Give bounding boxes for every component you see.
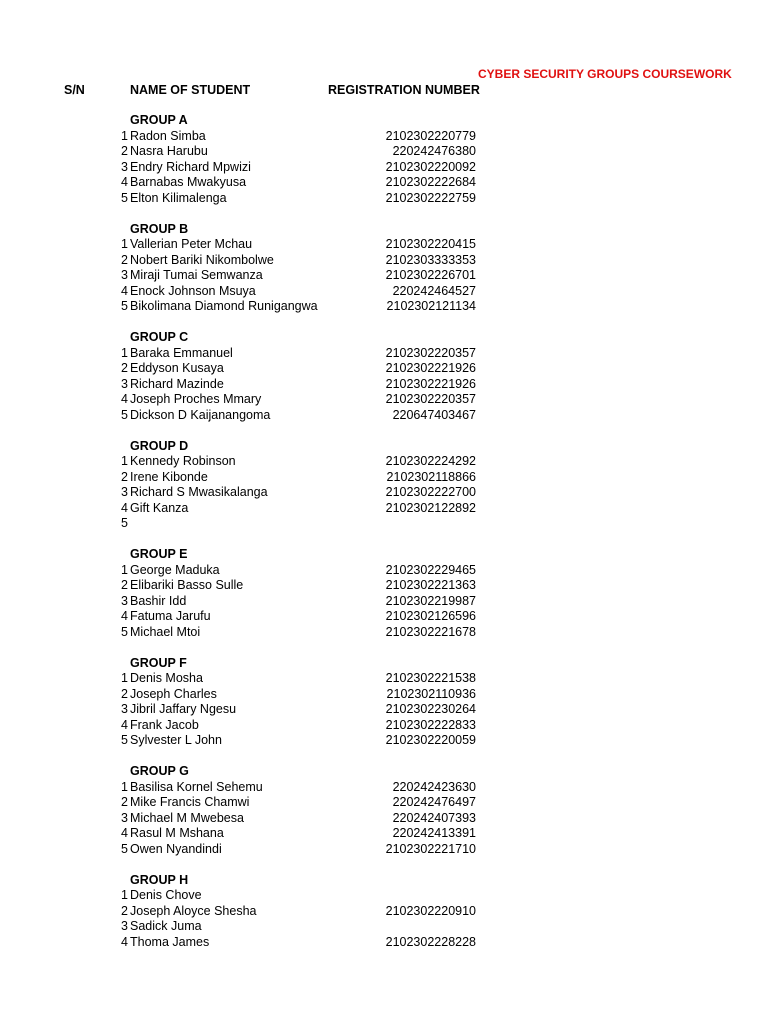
student-name: Thoma James [130, 934, 210, 949]
registration-number: 2102302230264 [385, 702, 476, 716]
student-name: Richard Mazinde [130, 376, 224, 391]
registration-number: 2102302110936 [386, 686, 476, 701]
serial-number: 5 [121, 733, 128, 747]
registration-number: 2102302126596 [385, 609, 476, 623]
registration-number: 2102302221538 [385, 671, 476, 685]
student-name: Dickson D Kaijanangoma [130, 407, 271, 422]
student-row [0, 935, 768, 951]
student-row [0, 780, 768, 796]
group-spacer [0, 857, 768, 873]
student-name: Sadick Juma [130, 919, 202, 933]
student-row [0, 485, 768, 501]
registration-number: 220242423630 [392, 779, 476, 794]
serial-number: 1 [121, 237, 128, 251]
serial-number: 1 [121, 562, 128, 577]
name-column-header: NAME OF STUDENT [130, 83, 251, 97]
serial-number: 1 [121, 128, 128, 143]
serial-number: 5 [121, 190, 128, 205]
student-row [0, 284, 768, 300]
student-name: Barnabas Mwakyusa [130, 175, 247, 189]
student-name: Joseph Proches Mmary [130, 392, 262, 406]
registration-number: 2102302221363 [385, 578, 476, 592]
student-row [0, 237, 768, 253]
sn-column-header: S/N [64, 83, 85, 97]
student-row [0, 826, 768, 842]
serial-number: 2 [121, 361, 128, 375]
student-row [0, 625, 768, 641]
student-name: Endry Richard Mpwizi [130, 159, 251, 174]
group-title: GROUP B [130, 221, 189, 236]
registration-number: 220647403467 [392, 407, 476, 422]
serial-number: 1 [121, 779, 128, 794]
registration-column-header: REGISTRATION NUMBER [328, 83, 480, 97]
serial-number: 2 [121, 252, 128, 267]
student-row [0, 702, 768, 718]
student-row [0, 191, 768, 207]
student-name: George Maduka [130, 562, 220, 577]
serial-number: 1 [121, 671, 128, 685]
student-row [0, 904, 768, 920]
registration-number: 220242464527 [392, 283, 476, 298]
student-name: Enock Johnson Msuya [130, 283, 256, 298]
student-row [0, 888, 768, 904]
student-row [0, 408, 768, 424]
student-row [0, 516, 768, 532]
serial-number: 2 [121, 144, 128, 158]
student-row [0, 144, 768, 160]
student-name: Denis Chove [130, 888, 202, 902]
serial-number: 5 [121, 407, 128, 422]
student-name: Mike Francis Chamwi [130, 795, 250, 809]
serial-number: 2 [121, 903, 128, 918]
student-name: Nasra Harubu [130, 144, 208, 158]
student-row [0, 470, 768, 486]
student-row [0, 501, 768, 517]
registration-number: 2102302219987 [385, 593, 476, 608]
student-name: Gift Kanza [130, 500, 189, 515]
group-title: GROUP A [130, 113, 188, 127]
serial-number: 3 [121, 376, 128, 391]
registration-number: 2102302220415 [385, 237, 476, 251]
student-row [0, 718, 768, 734]
registration-number: 2102302224292 [385, 454, 476, 468]
group-title: GROUP H [130, 872, 189, 887]
serial-number: 1 [121, 345, 128, 360]
student-row [0, 563, 768, 579]
student-row [0, 454, 768, 470]
registration-number: 2102302220910 [385, 903, 476, 918]
student-row [0, 160, 768, 176]
student-row [0, 578, 768, 594]
student-name: Frank Jacob [130, 717, 199, 732]
student-name: Bashir Idd [130, 593, 187, 608]
group-title: GROUP C [130, 330, 189, 344]
serial-number: 4 [121, 392, 128, 406]
serial-number: 3 [121, 919, 128, 933]
student-row [0, 671, 768, 687]
student-name: Denis Mosha [130, 671, 203, 685]
registration-number: 2102302221926 [385, 376, 476, 391]
serial-number: 4 [121, 717, 128, 732]
registration-number: 2102302222833 [385, 717, 476, 732]
student-row [0, 268, 768, 284]
student-row [0, 795, 768, 811]
serial-number: 3 [121, 485, 128, 499]
serial-number: 5 [121, 516, 128, 530]
student-name: Miraji Tumai Semwanza [130, 268, 263, 282]
serial-number: 1 [121, 888, 128, 902]
student-row [0, 392, 768, 408]
student-row [0, 919, 768, 935]
registration-number: 220242476380 [392, 144, 476, 158]
serial-number: 4 [121, 500, 128, 515]
serial-number: 1 [121, 454, 128, 468]
student-name: Kennedy Robinson [130, 454, 236, 468]
student-row [0, 175, 768, 191]
registration-number: 2102302220357 [385, 345, 476, 360]
serial-number: 3 [121, 593, 128, 608]
serial-number: 2 [121, 469, 128, 484]
registration-number: 2102302220357 [385, 392, 476, 406]
student-row [0, 361, 768, 377]
registration-number: 2102302122892 [385, 500, 476, 515]
student-name: Michael Mtoi [130, 624, 201, 639]
student-row [0, 346, 768, 362]
student-row [0, 129, 768, 145]
serial-number: 4 [121, 826, 128, 840]
student-name: Irene Kibonde [130, 469, 208, 484]
groups-list [0, 113, 768, 950]
registration-number: 2102302220059 [385, 733, 476, 747]
serial-number: 4 [121, 609, 128, 623]
registration-number: 2102303333353 [385, 252, 476, 267]
group-title: GROUP D [130, 438, 189, 453]
student-name: Bikolimana Diamond Runigangwa [130, 299, 318, 313]
document-title: CYBER SECURITY GROUPS COURSEWORK [478, 67, 732, 81]
student-name: Sylvester L John [130, 733, 222, 747]
serial-number: 4 [121, 175, 128, 189]
serial-number: 3 [121, 702, 128, 716]
registration-number: 2102302220779 [385, 128, 476, 143]
serial-number: 4 [121, 283, 128, 298]
student-name: Elton Kilimalenga [130, 190, 227, 205]
student-row [0, 609, 768, 625]
registration-number: 2102302222759 [385, 190, 476, 205]
group-spacer [0, 315, 768, 331]
serial-number: 3 [121, 159, 128, 174]
serial-number: 5 [121, 841, 128, 856]
registration-number: 2102302226701 [385, 268, 476, 282]
registration-number: 2102302222684 [385, 175, 476, 189]
serial-number: 2 [121, 795, 128, 809]
student-name: Radon Simba [130, 128, 206, 143]
serial-number: 2 [121, 686, 128, 701]
serial-number: 3 [121, 268, 128, 282]
group-spacer [0, 206, 768, 222]
student-name: Rasul M Mshana [130, 826, 224, 840]
student-row [0, 594, 768, 610]
student-name: Fatuma Jarufu [130, 609, 211, 623]
registration-number: 2102302222700 [385, 485, 476, 499]
serial-number: 5 [121, 299, 128, 313]
group-spacer [0, 640, 768, 656]
student-row [0, 811, 768, 827]
student-name: Michael M Mwebesa [130, 810, 244, 825]
group-spacer [0, 749, 768, 765]
student-name: Elibariki Basso Sulle [130, 578, 244, 592]
registration-number: 2102302118866 [386, 469, 476, 484]
student-name: Joseph Charles [130, 686, 217, 701]
registration-number: 2102302221710 [385, 841, 476, 856]
student-name: Joseph Aloyce Shesha [130, 903, 257, 918]
student-name: Nobert Bariki Nikombolwe [130, 252, 274, 267]
registration-number: 2102302228228 [385, 934, 476, 949]
registration-number: 2102302221678 [385, 624, 476, 639]
registration-number: 2102302221926 [385, 361, 476, 375]
registration-number: 2102302121134 [386, 299, 476, 313]
student-row [0, 733, 768, 749]
group-title: GROUP F [130, 655, 187, 670]
registration-number: 220242413391 [392, 826, 476, 840]
student-name: Owen Nyandindi [130, 841, 222, 856]
student-name: Vallerian Peter Mchau [130, 237, 253, 251]
student-row [0, 687, 768, 703]
group-spacer [0, 532, 768, 548]
student-row [0, 253, 768, 269]
registration-number: 220242407393 [392, 810, 476, 825]
registration-number: 2102302220092 [385, 159, 476, 174]
group-spacer [0, 423, 768, 439]
student-row [0, 842, 768, 858]
student-row [0, 299, 768, 315]
registration-number: 2102302229465 [385, 562, 476, 577]
serial-number: 3 [121, 810, 128, 825]
student-name: Jibril Jaffary Ngesu [130, 702, 237, 716]
serial-number: 2 [121, 578, 128, 592]
group-title: GROUP E [130, 547, 188, 561]
student-row [0, 377, 768, 393]
group-title: GROUP G [130, 764, 189, 778]
student-name: Eddyson Kusaya [130, 361, 224, 375]
student-name: Baraka Emmanuel [130, 345, 233, 360]
registration-number: 220242476497 [392, 795, 476, 809]
serial-number: 5 [121, 624, 128, 639]
student-name: Basilisa Kornel Sehemu [130, 779, 263, 794]
serial-number: 4 [121, 934, 128, 949]
student-name: Richard S Mwasikalanga [130, 485, 268, 499]
